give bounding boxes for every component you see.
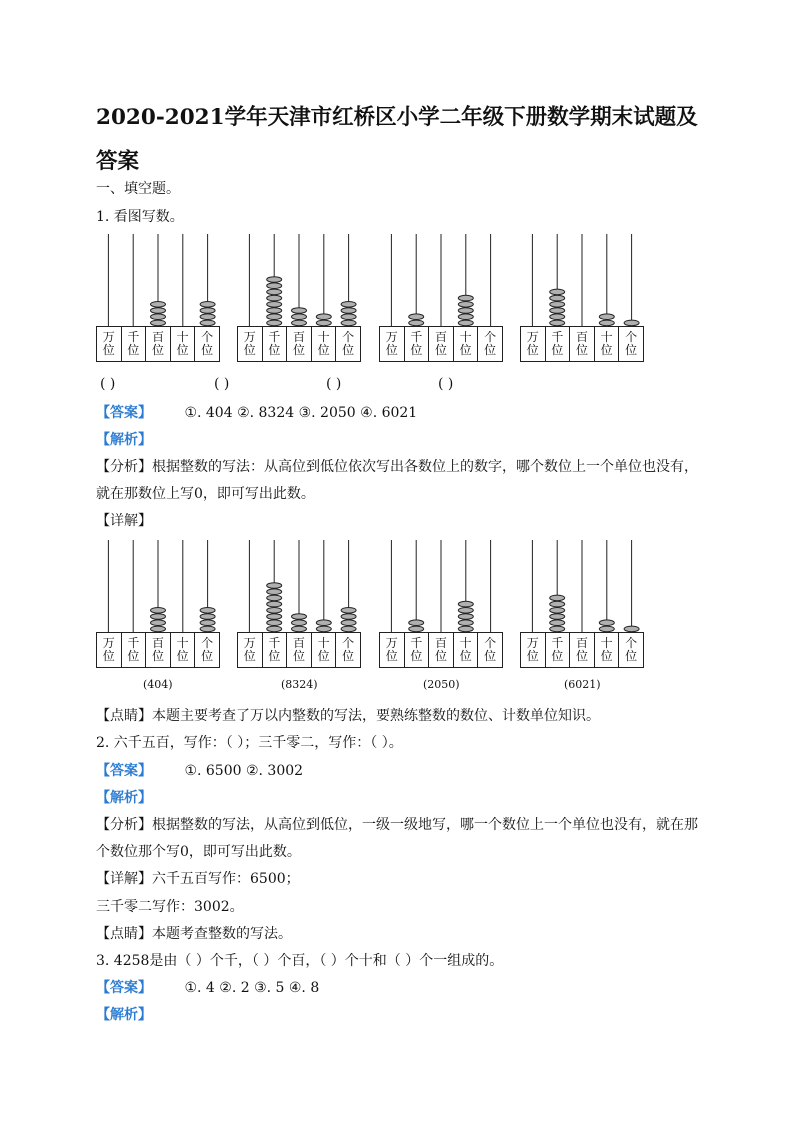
abacus-bead [151,626,166,632]
abacus-bead [267,589,282,595]
abacus-bead [267,608,282,614]
place-value-char: 位 [201,343,214,357]
place-value-char: 位 [575,343,588,357]
abacus-bead [151,314,166,320]
abacus-bead [267,283,282,289]
place-value-char: 百 [151,636,164,650]
place-value-char: 位 [459,343,472,357]
abacus-bead [292,308,307,314]
place-value-char: 十 [176,636,189,650]
abacus-figure [96,232,220,364]
abacus-bead [550,595,565,601]
abacus-bead [599,314,614,320]
abacus-bead [316,620,331,626]
abacus-bead [624,626,639,632]
place-value-cell [429,633,454,667]
place-value-char: 位 [342,649,355,663]
abacus-bead [151,620,166,626]
place-value-char: 个 [625,636,638,650]
abacus-bead [267,302,282,308]
abacus-bead [409,314,424,320]
abacus-bead [151,308,166,314]
place-value-cell [287,633,312,667]
place-value-char: 万 [385,636,398,650]
place-value-char: 位 [127,343,140,357]
abacus-bead [341,608,356,614]
abacus-caption: (404) [143,678,173,691]
abacus-caption: (6021) [564,678,601,691]
place-value-cell [146,327,171,361]
place-value-cell [171,633,196,667]
abacus-bead [599,626,614,632]
abacus-bead [267,289,282,295]
place-value-char: 位 [151,649,164,663]
place-value-cell [546,633,571,667]
abacus-bead [267,314,282,320]
q2-jiexi [96,789,152,807]
abacus-bead [409,320,424,326]
abacus-bead [550,314,565,320]
abacus-bead [200,620,215,626]
place-value-cell [97,633,122,667]
place-value-char: 个 [484,636,497,650]
abacus-bead [550,289,565,295]
q1-xiangjie: 【详解】 [96,513,152,529]
dianjing-tag: 【点睛】 [96,926,152,942]
place-value-cell [595,633,620,667]
place-value-cell [380,327,405,361]
abacus-bead [409,620,424,626]
abacus-rods [237,232,361,328]
place-value-char: 位 [575,649,588,663]
place-value-cell [570,633,595,667]
place-value-cell [146,633,171,667]
fenxi-text: 根据整数的写法：从高位到低位依次写出各数位上的数字，哪个数位上一个单位也没有， [152,459,698,475]
place-value-char: 位 [385,343,398,357]
q2-fenxi [96,816,698,834]
place-value-char: 位 [292,649,305,663]
place-value-char: 百 [434,636,447,650]
place-value-char: 位 [434,343,447,357]
abacus-bead [292,320,307,326]
place-value-char: 位 [127,649,140,663]
abacus-bead [200,314,215,320]
answer-tag: 【答案】 [96,980,152,996]
abacus-figure [379,538,503,670]
place-value-cell [263,633,288,667]
place-value-cell [312,327,337,361]
answer-tag: 【答案】 [96,763,152,779]
place-value-char: 个 [201,330,214,344]
dianjing-text: 本题考查整数的写法。 [152,926,292,942]
abacus-bead [458,601,473,607]
abacus-bead [292,614,307,620]
place-value-char: 个 [201,636,214,650]
place-value-cell [405,633,430,667]
abacus-bead [458,302,473,308]
abacus-bead [624,320,639,326]
abacus-bead [599,320,614,326]
abacus-bead [550,601,565,607]
abacus-bead [341,626,356,632]
place-value-char: 位 [484,649,497,663]
place-value-labels [379,326,503,362]
fenxi-text: 根据整数的写法，从高位到低位，一级一级地写，哪一个数位上一个单位也没有，就在那 [152,817,698,833]
abacus-row-question [96,232,656,364]
place-value-char: 千 [268,330,281,344]
place-value-cell [619,327,643,361]
place-value-char: 位 [410,343,423,357]
q2-answer [96,762,303,780]
place-value-char: 十 [317,636,330,650]
dianjing-text: 本题主要考查了万以内整数的写法，要熟练整数的数位、计数单位知识。 [152,708,600,724]
place-value-cell [238,327,263,361]
q1-answer [96,404,417,422]
abacus-rods [520,538,644,634]
place-value-char: 位 [292,343,305,357]
place-value-char: 十 [176,330,189,344]
abacus-row-solution [96,538,656,670]
abacus-bead [200,626,215,632]
abacus-bead [267,277,282,283]
place-value-char: 万 [385,330,398,344]
dianjing-tag: 【点睛】 [96,708,152,724]
section-heading: 一、填空题。 [96,181,180,197]
place-value-char: 个 [484,330,497,344]
answer-blank: ( ) [326,376,342,392]
abacus-rods [379,232,503,328]
place-value-cell [287,327,312,361]
place-value-cell [521,633,546,667]
abacus-bead [316,626,331,632]
q3-stem: 3. 4258是由（ ）个千，（ ）个百，（ ）个十和（ ）个一组成的。 [96,953,504,969]
place-value-cell [97,327,122,361]
place-value-labels [520,326,644,362]
abacus-bead [151,614,166,620]
q2-stem: 2. 六千五百，写作：（ ）；三千零二，写作：（ ）。 [96,735,403,751]
place-value-char: 千 [551,636,564,650]
place-value-cell [238,633,263,667]
answer-tag: 【答案】 [96,405,152,421]
abacus-bead [267,308,282,314]
place-value-char: 十 [317,330,330,344]
q1-stem: 1. 看图写数。 [96,209,184,225]
q1-fenxi [96,458,698,476]
place-value-char: 千 [551,330,564,344]
place-value-char: 个 [625,330,638,344]
place-value-char: 位 [385,649,398,663]
abacus-bead [458,620,473,626]
place-value-char: 千 [127,636,140,650]
abacus-bead [200,608,215,614]
place-value-cell [171,327,196,361]
place-value-cell [454,327,479,361]
abacus-bead [267,320,282,326]
place-value-char: 百 [292,636,305,650]
q3-answer [96,979,319,997]
place-value-char: 个 [342,636,355,650]
place-value-cell [195,633,219,667]
place-value-char: 位 [201,649,214,663]
abacus-bead [267,601,282,607]
place-value-char: 位 [151,343,164,357]
place-value-char: 百 [151,330,164,344]
jiexi-tag: 【解析】 [96,1007,152,1023]
abacus-bead [458,626,473,632]
abacus-caption: (2050) [423,678,460,691]
place-value-cell [429,327,454,361]
place-value-char: 位 [625,649,638,663]
place-value-char: 位 [551,343,564,357]
place-value-char: 十 [600,636,613,650]
answer-values: ①. 404 ②. 8324 ③. 2050 ④. 6021 [184,405,418,421]
place-value-cell [619,633,643,667]
place-value-labels [96,632,220,668]
place-value-char: 位 [268,649,281,663]
place-value-char: 位 [600,343,613,357]
place-value-cell [570,327,595,361]
place-value-char: 位 [484,343,497,357]
place-value-char: 位 [268,343,281,357]
place-value-char: 万 [102,330,115,344]
place-value-labels [237,326,361,362]
place-value-char: 百 [292,330,305,344]
abacus-bead [292,620,307,626]
abacus-figure [520,538,644,670]
abacus-figure [520,232,644,364]
q2-dianjing [96,925,292,943]
abacus-bead [550,302,565,308]
abacus-bead [458,320,473,326]
abacus-bead [267,626,282,632]
place-value-cell [478,633,502,667]
abacus-figure [237,538,361,670]
place-value-char: 位 [459,649,472,663]
place-value-char: 百 [434,330,447,344]
q3-jiexi [96,1006,152,1024]
abacus-bead [458,314,473,320]
q2-fenxi-cont: 个数位那个写0，即可写出此数。 [96,844,301,860]
place-value-char: 位 [625,343,638,357]
place-value-char: 位 [526,649,539,663]
abacus-bead [341,320,356,326]
abacus-figure [237,232,361,364]
abacus-bead [200,614,215,620]
abacus-bead [292,314,307,320]
answer-blank: ( ) [100,376,116,392]
abacus-bead [151,302,166,308]
place-value-char: 位 [102,649,115,663]
page-title: 2020-2021学年天津市红桥区小学二年级下册数学期末试题及答案 [96,105,698,174]
abacus-bead [550,626,565,632]
abacus-bead [151,608,166,614]
abacus-bead [267,614,282,620]
abacus-bead [458,608,473,614]
place-value-char: 十 [459,636,472,650]
place-value-char: 万 [526,636,539,650]
place-value-char: 位 [243,649,256,663]
xiangjie-tag: 【详解】 [96,871,152,887]
place-value-char: 万 [526,330,539,344]
place-value-char: 十 [600,330,613,344]
abacus-bead [200,308,215,314]
answer-blank: ( ) [438,376,454,392]
place-value-cell [595,327,620,361]
place-value-cell [122,327,147,361]
place-value-cell [454,633,479,667]
fenxi-tag: 【分析】 [96,817,152,833]
answer-values: ①. 6500 ②. 3002 [184,763,304,779]
place-value-labels [379,632,503,668]
answer-blank: ( ) [214,376,230,392]
q2-xiangjie-cont: 三千零二写作：3002。 [96,899,244,915]
abacus-bead [267,620,282,626]
place-value-cell [263,327,288,361]
place-value-cell [380,633,405,667]
place-value-cell [478,327,502,361]
q1-fenxi-cont: 就在那数位上写0，即可写出此数。 [96,486,315,502]
abacus-figure [96,538,220,670]
place-value-char: 位 [102,343,115,357]
abacus-bead [267,583,282,589]
abacus-bead [599,620,614,626]
abacus-figure [379,232,503,364]
place-value-cell [521,327,546,361]
abacus-rods [379,538,503,634]
place-value-char: 百 [575,330,588,344]
place-value-char: 千 [127,330,140,344]
place-value-char: 位 [342,343,355,357]
place-value-char: 位 [600,649,613,663]
fenxi-tag: 【分析】 [96,459,152,475]
abacus-bead [316,314,331,320]
abacus-bead [200,302,215,308]
place-value-cell [336,633,360,667]
place-value-char: 位 [243,343,256,357]
place-value-labels [96,326,220,362]
abacus-bead [550,608,565,614]
place-value-char: 千 [268,636,281,650]
place-value-cell [405,327,430,361]
place-value-cell [195,327,219,361]
place-value-cell [312,633,337,667]
abacus-bead [341,620,356,626]
q1-jiexi [96,431,152,449]
abacus-rods [520,232,644,328]
xiangjie-text: 六千五百写作：6500； [152,871,300,887]
abacus-bead [267,595,282,601]
place-value-char: 位 [551,649,564,663]
place-value-char: 百 [575,636,588,650]
abacus-bead [458,308,473,314]
place-value-char: 个 [342,330,355,344]
abacus-bead [316,320,331,326]
abacus-bead [267,295,282,301]
abacus-bead [458,295,473,301]
abacus-bead [550,295,565,301]
place-value-cell [336,327,360,361]
place-value-char: 十 [459,330,472,344]
place-value-labels [237,632,361,668]
place-value-labels [520,632,644,668]
place-value-char: 位 [317,649,330,663]
abacus-bead [292,626,307,632]
place-value-char: 万 [243,636,256,650]
place-value-char: 千 [410,330,423,344]
place-value-char: 位 [410,649,423,663]
place-value-cell [122,633,147,667]
q2-xiangjie [96,870,300,888]
abacus-rods [96,538,220,634]
place-value-char: 万 [102,636,115,650]
abacus-rods [237,538,361,634]
jiexi-tag: 【解析】 [96,790,152,806]
abacus-bead [550,320,565,326]
abacus-caption: (8324) [281,678,318,691]
place-value-char: 位 [434,649,447,663]
abacus-bead [550,620,565,626]
abacus-bead [341,314,356,320]
abacus-bead [458,614,473,620]
place-value-char: 位 [176,343,189,357]
jiexi-tag: 【解析】 [96,432,152,448]
place-value-cell [546,327,571,361]
place-value-char: 位 [176,649,189,663]
abacus-bead [550,308,565,314]
place-value-char: 千 [410,636,423,650]
abacus-bead [409,626,424,632]
abacus-bead [341,308,356,314]
abacus-bead [341,302,356,308]
place-value-char: 位 [317,343,330,357]
answer-values: ①. 4 ②. 2 ③. 5 ④. 8 [184,980,320,996]
q1-dianjing [96,707,600,725]
abacus-bead [341,614,356,620]
abacus-bead [550,614,565,620]
abacus-bead [151,320,166,326]
place-value-char: 位 [526,343,539,357]
abacus-bead [200,320,215,326]
place-value-char: 万 [243,330,256,344]
abacus-rods [96,232,220,328]
